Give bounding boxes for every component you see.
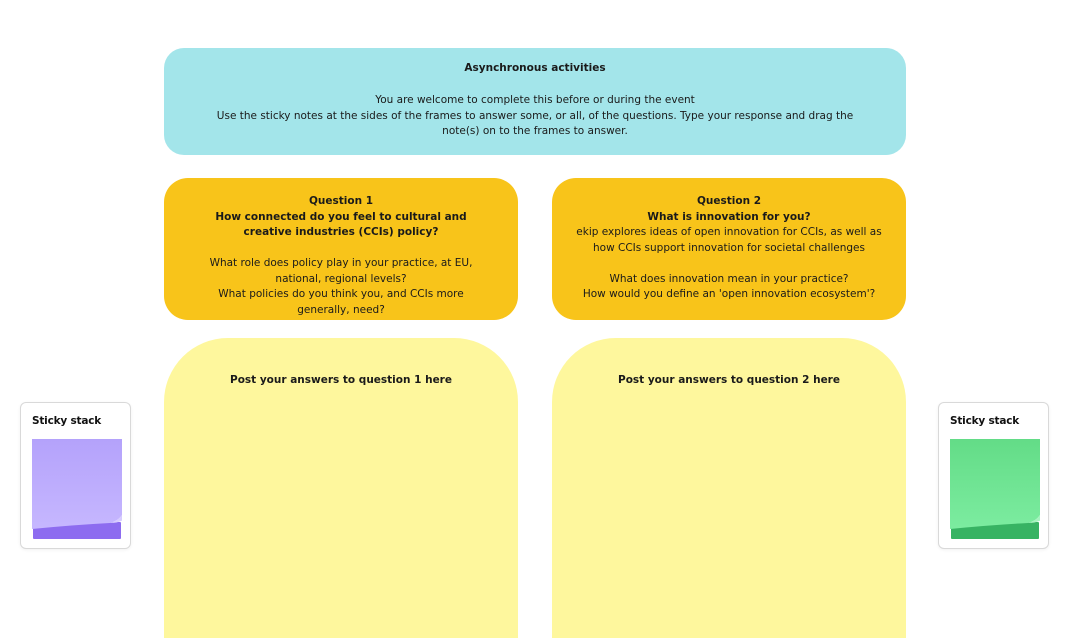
question-2-description: ekip explores ideas of open innovation for CCIs, as well as how CCIs support innovation for societal challenges — [576, 226, 882, 254]
question-1-heading: How connected do you feel to cultural and creative industries (CCIs) policy? — [215, 210, 467, 238]
question-1-card[interactable] — [164, 178, 518, 320]
intro-line-1: You are welcome to complete this before or during the event — [375, 94, 695, 106]
question-2-heading: What is innovation for you? — [647, 210, 811, 223]
sticky-stack-green[interactable] — [938, 402, 1049, 549]
sticky-stack-label: Sticky stack — [32, 415, 102, 427]
question-1-prompt-1: What role does policy play in your practice, at EU, national, regional levels? — [209, 257, 473, 285]
sticky-note-pad-purple[interactable] — [32, 439, 123, 539]
answer-frame-question-1[interactable] — [164, 338, 518, 638]
question-1-prompt-2: What policies do you think you, and CCIs more generally, need? — [218, 288, 464, 316]
sticky-note-icon — [950, 439, 1040, 529]
intro-title: Asynchronous activities — [464, 62, 606, 74]
question-2-number: Question 2 — [696, 195, 762, 207]
sticky-note-pad-green[interactable] — [950, 439, 1041, 539]
intro-frame[interactable] — [164, 48, 906, 155]
question-2-card[interactable] — [552, 178, 906, 320]
answer-frame-1-label: Post your answers to question 1 here — [230, 374, 452, 386]
answer-frame-question-2[interactable] — [552, 338, 906, 638]
answer-frame-2-label: Post your answers to question 2 here — [618, 374, 840, 386]
question-2-prompt-1: What does innovation mean in your practice? — [609, 272, 849, 285]
question-1-number: Question 1 — [308, 195, 374, 207]
sticky-stack-label: Sticky stack — [950, 415, 1020, 427]
question-2-prompt-2: How would you define an 'open innovation ecosystem'? — [582, 288, 876, 300]
sticky-note-icon — [32, 439, 122, 529]
sticky-stack-purple[interactable] — [20, 402, 131, 549]
intro-line-2: Use the sticky notes at the sides of the frames to answer some, or all, of the questions. Type your response and drag the note(s) on to the frames to answer. — [216, 109, 854, 137]
